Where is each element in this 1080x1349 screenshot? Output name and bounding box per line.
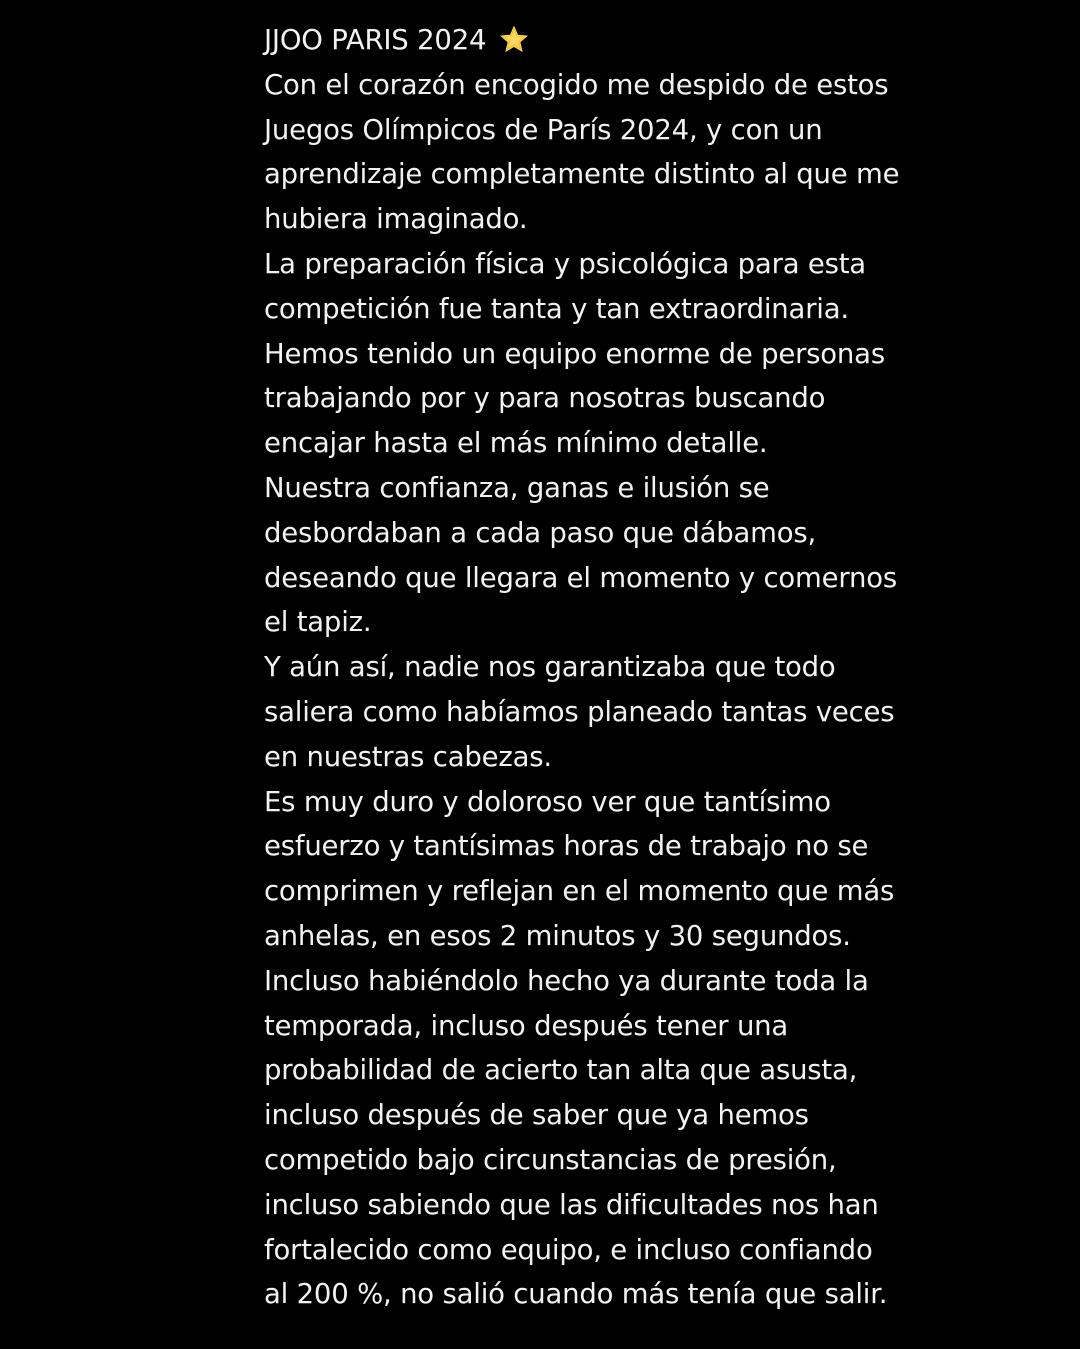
note-line: al 200 %, no salió cuando más tenía que salir.: [264, 1278, 888, 1311]
note-line: incluso después de saber que ya hemos: [264, 1099, 809, 1132]
note-line: encajar hasta el más mínimo detalle.: [264, 427, 768, 460]
note-line: temporada, incluso después tener una: [264, 1009, 789, 1042]
note-line: comprimen y reflejan en el momento que más: [264, 875, 895, 908]
note-line: hubiera imaginado.: [264, 203, 528, 236]
note-line: competido bajo circunstancias de presión,: [264, 1143, 837, 1176]
note-line: competición fue tanta y tan extraordinaria.: [264, 292, 849, 325]
note-line: saliera como habíamos planeado tantas veces: [264, 695, 895, 728]
note-line: el tapiz.: [264, 606, 372, 639]
note-line: Incluso habiéndolo hecho ya durante toda la: [264, 964, 869, 997]
note-line: fortalecido como equipo, e incluso confiando: [264, 1233, 873, 1266]
note-title: JJOO PARIS 2024: [264, 24, 487, 56]
note-line: en nuestras cabezas.: [264, 740, 552, 773]
note-title-row: [264, 18, 944, 63]
note-line: trabajando por y para nosotras buscando: [264, 382, 826, 415]
note-line: Nuestra confianza, ganas e ilusión se: [264, 471, 770, 504]
note-line: incluso sabiendo que las dificultades nos han: [264, 1188, 879, 1221]
note-line: Y aún así, nadie nos garantizaba que todo: [264, 651, 836, 684]
glowing-star-icon: [498, 24, 530, 56]
note-line: Es muy duro y doloroso ver que tantísimo: [264, 785, 831, 818]
note-line: deseando que llegara el momento y comernos: [264, 561, 897, 594]
note-line: anhelas, en esos 2 minutos y 30 segundos.: [264, 919, 851, 952]
note-line: probabilidad de acierto tan alta que asusta,: [264, 1054, 858, 1087]
note-line: esfuerzo y tantísimas horas de trabajo no se: [264, 830, 869, 863]
note-line: Juegos Olímpicos de París 2024, y con un: [264, 113, 823, 146]
note-line: La preparación física y psicológica para esta: [264, 247, 866, 280]
note-line: Con el corazón encogido me despido de estos: [264, 68, 889, 101]
note-line: Hemos tenido un equipo enorme de personas: [264, 337, 885, 370]
note-line: desbordaban a cada paso que dábamos,: [264, 516, 817, 549]
note-line: aprendizaje completamente distinto al que me: [264, 158, 900, 191]
note-body[interactable]: [264, 18, 944, 1317]
